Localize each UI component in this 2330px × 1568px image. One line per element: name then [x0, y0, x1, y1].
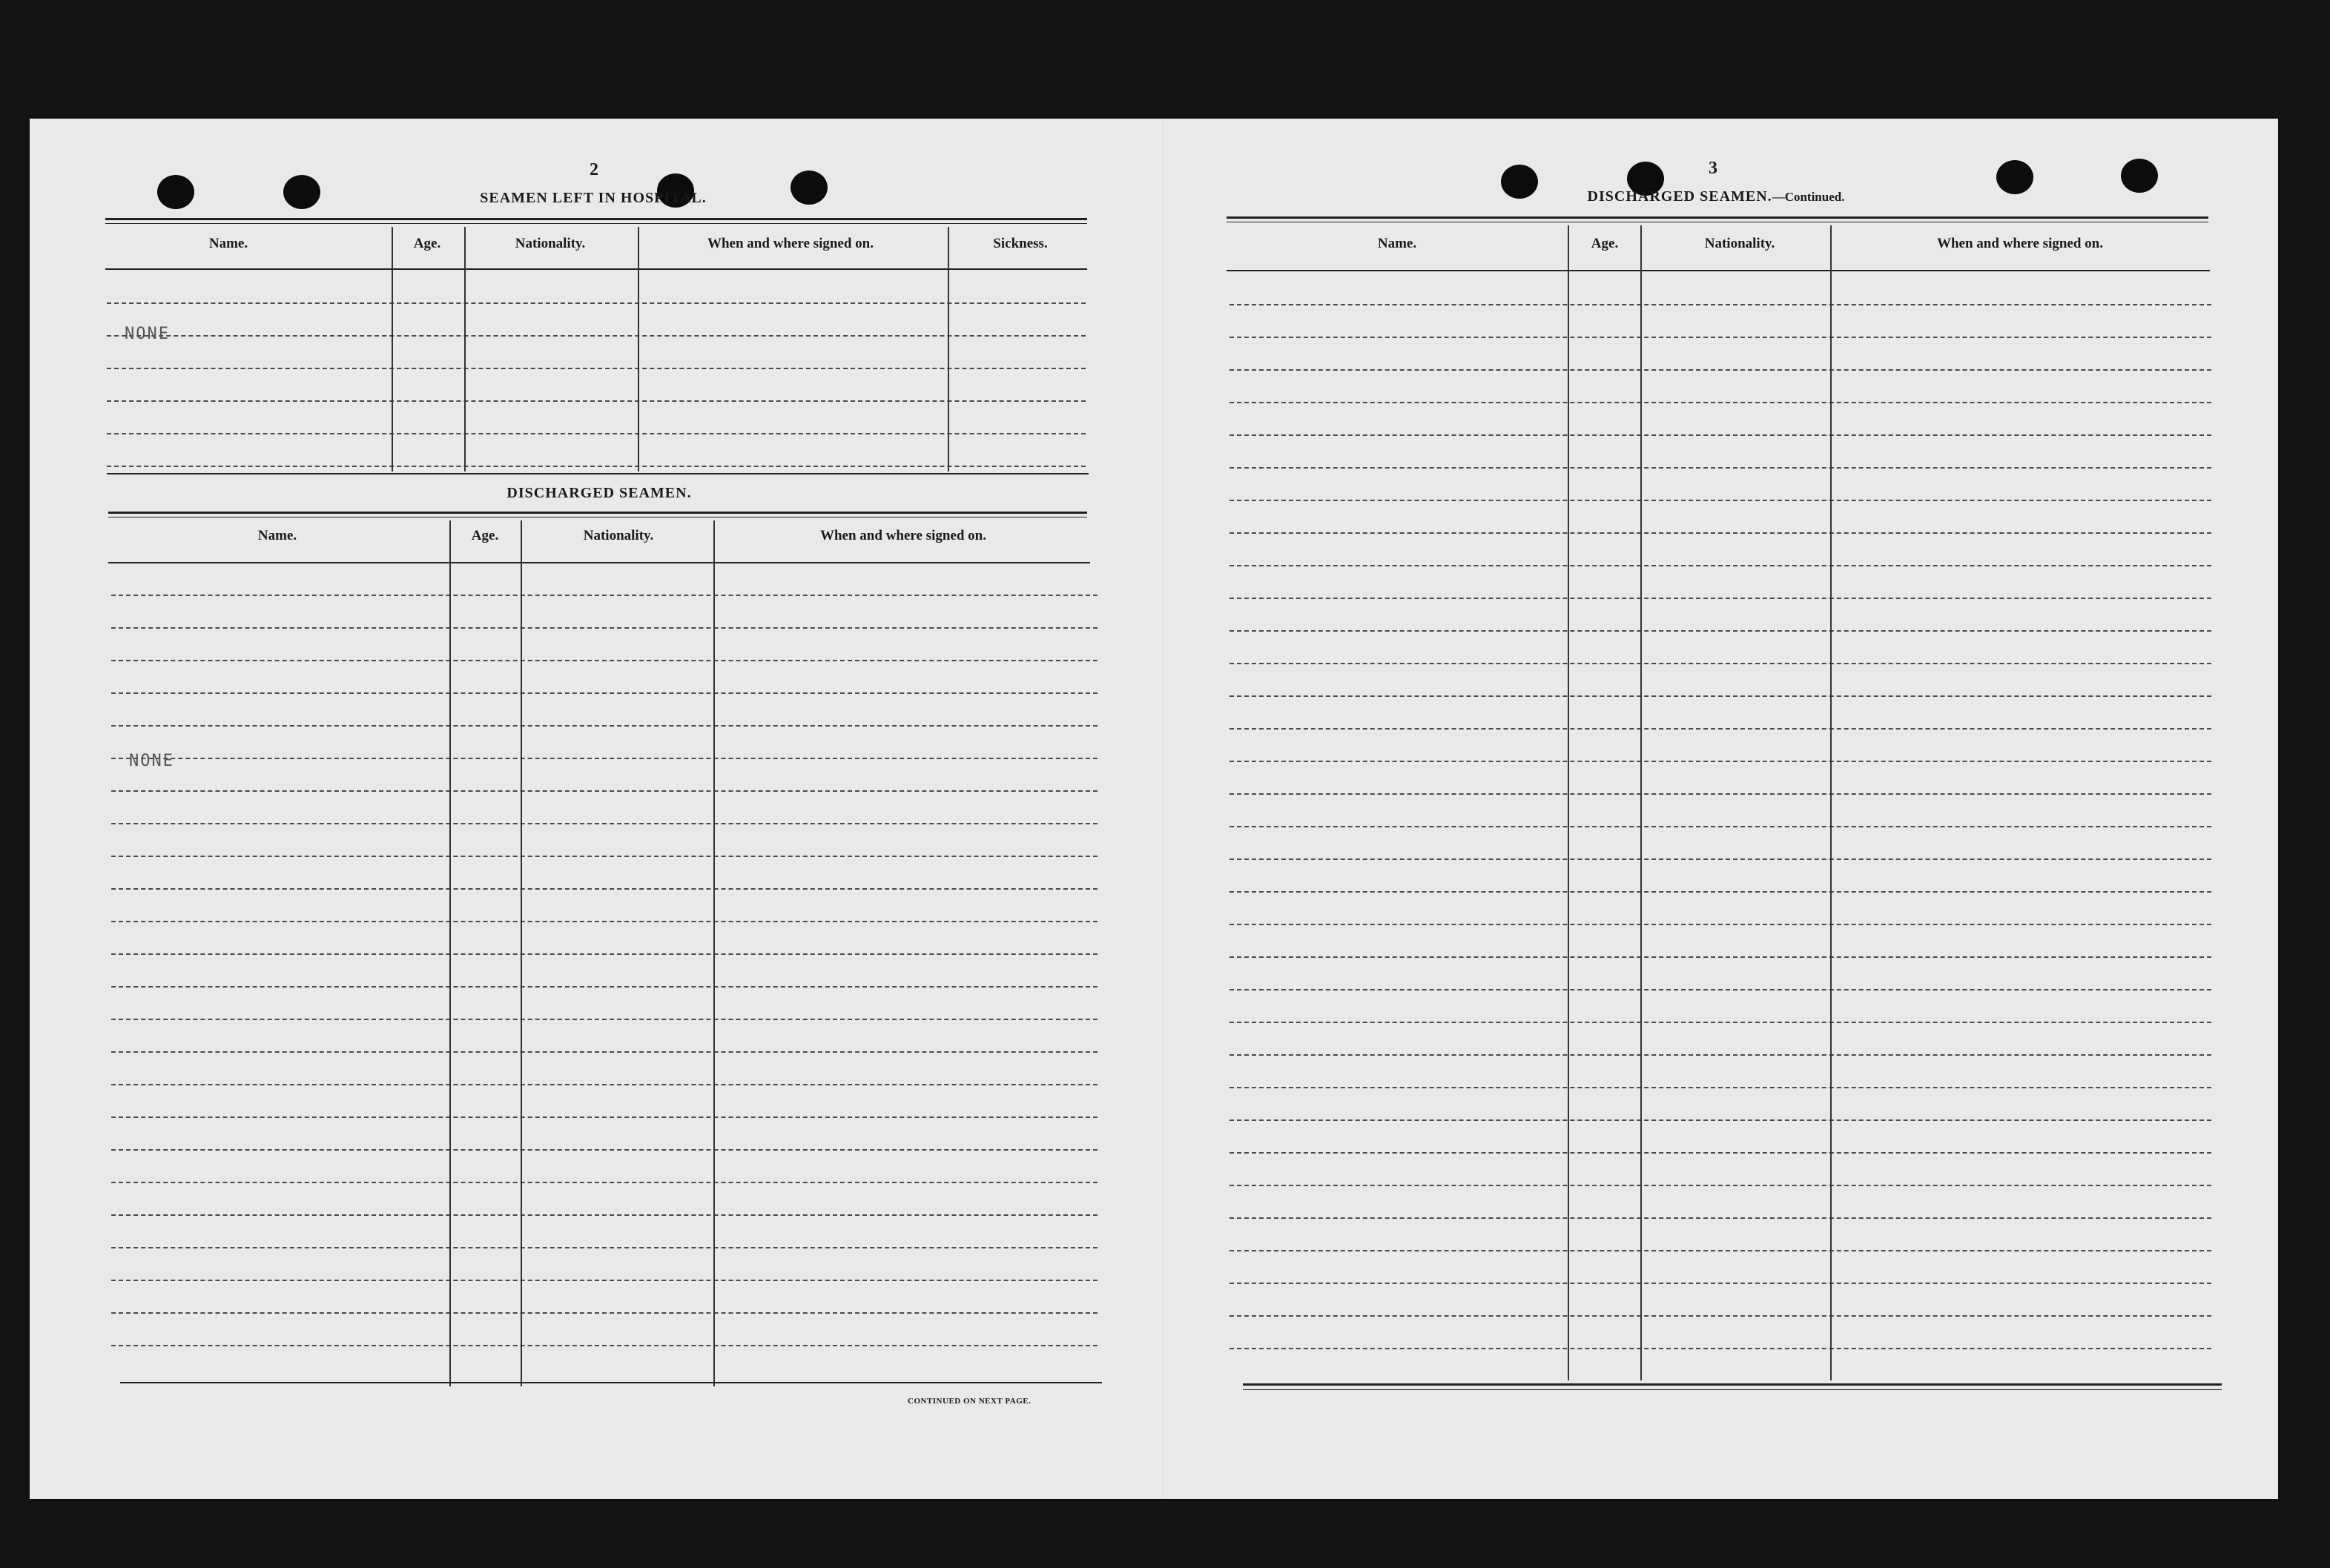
right-entry-line — [1230, 663, 2211, 664]
discharged-entry-line — [111, 888, 1098, 890]
right-entry-line — [1230, 728, 2211, 730]
discharged-entry-line — [111, 790, 1098, 792]
right-entry-line — [1230, 1283, 2211, 1284]
right-entry-line — [1230, 924, 2211, 925]
hospital-col-name: Name. — [208, 236, 248, 251]
page-number-left: 2 — [590, 160, 598, 179]
discharged-entry-line — [111, 1149, 1098, 1151]
discharged-entry-line — [111, 1117, 1098, 1118]
discharged-bottom-rule — [120, 1382, 1102, 1383]
right-heading-main: DISCHARGED SEAMEN. — [1587, 188, 1772, 205]
right-entry-line — [1230, 1217, 2211, 1219]
discharged-entry-line — [111, 1214, 1098, 1216]
right-entry-line — [1230, 695, 2211, 697]
page-fold — [1163, 119, 1164, 1499]
right-entry-line — [1230, 1054, 2211, 1056]
right-entry-line — [1230, 369, 2211, 371]
discharged-entry-line — [111, 758, 1098, 759]
right-entry-line — [1230, 1152, 2211, 1154]
punch-hole — [157, 175, 194, 209]
discharged-entry-line — [111, 1345, 1098, 1346]
right-entry-line — [1230, 859, 2211, 860]
right-heading-suffix: —Continued. — [1772, 190, 1845, 204]
hospital-col-nationality: Nationality. — [515, 236, 586, 251]
discharged-entry-line — [111, 986, 1098, 988]
right-entry-line — [1230, 793, 2211, 795]
right-entry-line — [1230, 532, 2211, 534]
discharged-entry-line — [111, 921, 1098, 922]
right-header-rule — [1227, 270, 2210, 271]
discharged-entry-line — [111, 823, 1098, 824]
continued-footer: CONTINUED ON NEXT PAGE. — [908, 1397, 1032, 1406]
right-top-rule — [1227, 216, 2208, 219]
discharged-entry-line — [111, 856, 1098, 857]
right-entry-line — [1230, 1119, 2211, 1121]
discharged-entry-line — [111, 660, 1098, 661]
hospital-top-rule — [105, 218, 1087, 220]
right-entry-line — [1230, 434, 2211, 436]
hospital-entry-line — [107, 302, 1086, 304]
discharged-entry-line — [111, 1051, 1098, 1053]
right-col-age: Age. — [1591, 236, 1619, 251]
right-entry-line — [1230, 1315, 2211, 1317]
punch-hole — [791, 171, 828, 205]
discharged-col-signed-on: When and where signed on. — [819, 528, 987, 543]
right-bottom-rule-thin — [1243, 1389, 2222, 1390]
discharged-entry-line — [111, 725, 1098, 727]
right-col-divider — [1830, 225, 1832, 1380]
discharged-col-divider — [449, 520, 451, 1386]
hospital-col-divider — [464, 227, 466, 472]
discharged-col-divider — [521, 520, 522, 1386]
discharged-entry-line — [111, 1247, 1098, 1248]
right-entry-line — [1230, 630, 2211, 632]
right-entry-line — [1230, 402, 2211, 403]
right-entry-line — [1230, 761, 2211, 762]
right-entry-line — [1230, 826, 2211, 827]
right-discharged-heading — [1588, 188, 1845, 205]
right-col-name: Name. — [1377, 236, 1417, 251]
right-col-divider — [1640, 225, 1642, 1380]
hospital-top-rule-thin — [105, 223, 1087, 224]
right-entry-line — [1230, 1185, 2211, 1186]
hospital-bottom-rule — [107, 473, 1089, 474]
hospital-col-divider — [392, 227, 393, 472]
right-entry-line — [1230, 565, 2211, 566]
discharged-col-name: Name. — [257, 528, 297, 543]
right-entry-line — [1230, 989, 2211, 990]
discharged-col-nationality: Nationality. — [583, 528, 654, 543]
punch-hole — [2121, 159, 2158, 193]
hospital-col-divider — [948, 227, 949, 472]
hospital-col-divider — [638, 227, 639, 472]
discharged-entry-line — [111, 953, 1098, 955]
hospital-header-rule — [105, 268, 1087, 270]
right-entry-line — [1230, 891, 2211, 893]
punch-hole — [1996, 160, 2033, 194]
right-entry-line — [1230, 1348, 2211, 1349]
discharged-entry-line — [111, 1280, 1098, 1281]
hospital-entry-line — [107, 400, 1086, 402]
discharged-col-age: Age. — [471, 528, 499, 543]
punch-hole — [1501, 165, 1538, 199]
discharged-entry-line — [111, 692, 1098, 694]
discharged-top-rule — [108, 512, 1087, 514]
hospital-entry-line — [107, 335, 1086, 337]
hospital-col-age: Age. — [413, 236, 441, 251]
discharged-header-rule — [108, 562, 1090, 563]
right-entry-line — [1230, 956, 2211, 958]
right-col-nationality: Nationality. — [1704, 236, 1775, 251]
discharged-entry-line — [111, 1019, 1098, 1020]
hospital-entry-line — [107, 466, 1086, 467]
document-sheet — [30, 119, 2278, 1499]
right-entry-line — [1230, 337, 2211, 338]
discharged-entry-line — [111, 595, 1098, 596]
discharged-entry-line — [111, 1084, 1098, 1085]
discharged-entry-line — [111, 1182, 1098, 1183]
right-entry-line — [1230, 500, 2211, 501]
hospital-col-sickness: Sickness. — [993, 236, 1048, 251]
discharged-col-divider — [713, 520, 715, 1386]
right-bottom-rule — [1243, 1383, 2222, 1386]
discharged-heading: DISCHARGED SEAMEN. — [506, 485, 692, 501]
hospital-none-entry: NONE — [125, 325, 170, 343]
right-entry-line — [1230, 304, 2211, 305]
right-col-divider — [1568, 225, 1569, 1380]
discharged-entry-line — [111, 627, 1098, 629]
hospital-heading: SEAMEN LEFT IN HOSPITAL. — [480, 190, 707, 206]
hospital-entry-line — [107, 433, 1086, 434]
right-entry-line — [1230, 1022, 2211, 1023]
right-entry-line — [1230, 1250, 2211, 1251]
discharged-none-entry: NONE — [129, 752, 174, 770]
right-entry-line — [1230, 1087, 2211, 1088]
right-col-signed-on: When and where signed on. — [1936, 236, 2104, 251]
right-entry-line — [1230, 467, 2211, 469]
discharged-entry-line — [111, 1312, 1098, 1314]
hospital-col-signed-on: When and where signed on. — [707, 236, 874, 251]
punch-hole — [283, 175, 320, 209]
hospital-entry-line — [107, 368, 1086, 369]
page-number-right: 3 — [1709, 159, 1717, 178]
right-entry-line — [1230, 598, 2211, 599]
